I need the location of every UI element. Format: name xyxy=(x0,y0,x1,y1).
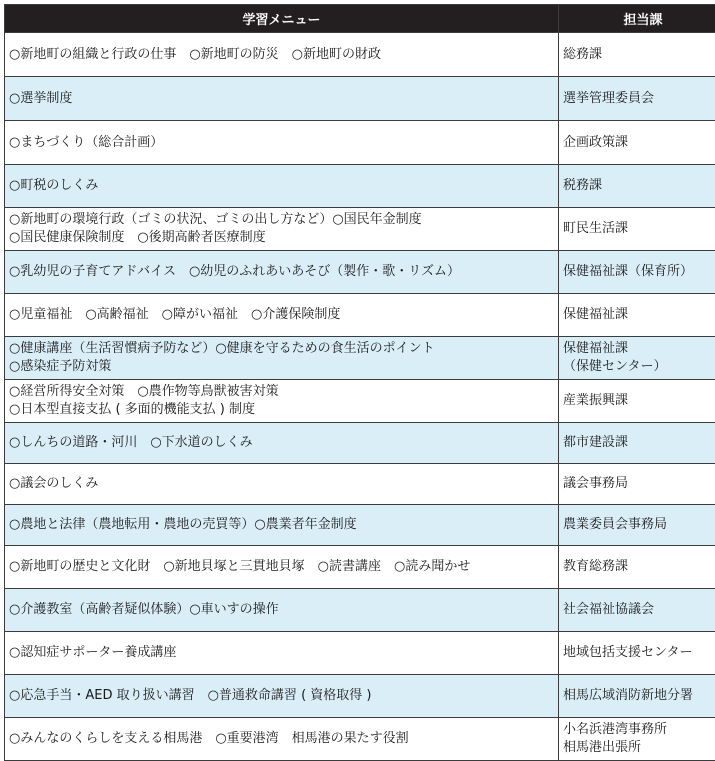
menu-text: ○農地と法律（農地転用・農地の売買等）○農業者年金制度 xyxy=(9,516,554,534)
menu-text: ○乳幼児の子育てアドバイス ○幼児のふれあいあそび（製作・歌・リズム） xyxy=(9,263,554,281)
dept-cell xyxy=(559,380,715,423)
dept-cell xyxy=(559,251,715,294)
dept-cell xyxy=(559,464,715,505)
dept-column-header: 担当課 xyxy=(559,5,715,33)
menu-text: ○健康講座（生活習慣病予防など）○健康を守るための食生活のポイント xyxy=(9,340,554,358)
dept-text: （保健センター） xyxy=(563,358,715,376)
table-row xyxy=(5,208,715,251)
table-row xyxy=(5,718,715,761)
dept-cell xyxy=(559,33,715,77)
dept-cell xyxy=(559,589,715,632)
dept-text: 産業振興課 xyxy=(563,392,715,410)
dept-text: 社会福祉協議会 xyxy=(563,601,715,619)
dept-text: 町民生活課 xyxy=(563,220,715,238)
menu-text: ○新地町の組織と行政の仕事 ○新地町の防災 ○新地町の財政 xyxy=(9,46,554,64)
menu-cell xyxy=(5,77,559,121)
dept-text: 企画政策課 xyxy=(563,134,715,152)
menu-text: ○みんなのくらしを支える相馬港 ○重要港湾 相馬港の果たす役割 xyxy=(9,730,554,748)
table-row xyxy=(5,589,715,632)
menu-text: ○日本型直接支払 ( 多面的機能支払 ) 制度 xyxy=(9,401,554,419)
table-row xyxy=(5,33,715,77)
menu-text: ○国民健康保険制度 ○後期高齢者医療制度 xyxy=(9,229,554,247)
menu-cell xyxy=(5,380,559,423)
dept-text: 都市建設課 xyxy=(563,434,715,452)
table-row xyxy=(5,675,715,718)
menu-text: ○町税のしくみ xyxy=(9,177,554,195)
table-row xyxy=(5,251,715,294)
table-row xyxy=(5,77,715,121)
dept-cell xyxy=(559,208,715,251)
table-body xyxy=(5,33,715,761)
dept-text: 教育総務課 xyxy=(563,558,715,576)
menu-cell xyxy=(5,337,559,380)
dept-cell xyxy=(559,632,715,675)
dept-cell xyxy=(559,121,715,165)
menu-cell xyxy=(5,208,559,251)
dept-cell xyxy=(559,546,715,589)
table-row xyxy=(5,632,715,675)
learning-menu-table xyxy=(4,4,715,761)
menu-cell xyxy=(5,251,559,294)
dept-text: 農業委員会事務局 xyxy=(563,516,715,534)
dept-text: 小名浜港湾事務所 xyxy=(563,721,715,739)
dept-text: 保健福祉課 xyxy=(563,306,715,324)
menu-text: ○議会のしくみ xyxy=(9,475,554,493)
menu-text: ○感染症予防対策 xyxy=(9,358,554,376)
menu-text: ○しんちの道路・河川 ○下水道のしくみ xyxy=(9,434,554,452)
menu-text: ○新地町の歴史と文化財 ○新地貝塚と三貫地貝塚 ○読書講座 ○読み聞かせ xyxy=(9,558,554,576)
menu-text: ○応急手当・AED 取り扱い講習 ○普通救命講習 ( 資格取得 ) xyxy=(9,687,554,705)
menu-text: ○選挙制度 xyxy=(9,90,554,108)
menu-cell xyxy=(5,165,559,208)
menu-cell xyxy=(5,546,559,589)
table-row xyxy=(5,505,715,546)
table-row xyxy=(5,546,715,589)
dept-text: 保健福祉課 xyxy=(563,340,715,358)
dept-text: 地域包括支援センター xyxy=(563,644,715,662)
table-row xyxy=(5,380,715,423)
table-row xyxy=(5,165,715,208)
menu-text: ○経営所得安全対策 ○農作物等鳥獣被害対策 xyxy=(9,383,554,401)
table-row xyxy=(5,464,715,505)
menu-text: ○新地町の環境行政（ゴミの状況、ゴミの出し方など）○国民年金制度 xyxy=(9,211,554,229)
table-row xyxy=(5,337,715,380)
dept-text: 議会事務局 xyxy=(563,475,715,493)
menu-cell xyxy=(5,505,559,546)
dept-text: 相馬港出張所 xyxy=(563,739,715,757)
menu-column-header: 学習メニュー xyxy=(5,5,559,33)
table-row xyxy=(5,294,715,337)
dept-cell xyxy=(559,675,715,718)
dept-cell xyxy=(559,718,715,761)
dept-text: 総務課 xyxy=(563,46,715,64)
dept-text: 税務課 xyxy=(563,177,715,195)
dept-cell xyxy=(559,77,715,121)
dept-text: 相馬広域消防新地分署 xyxy=(563,687,715,705)
table-row xyxy=(5,423,715,464)
dept-text: 保健福祉課（保育所） xyxy=(563,263,715,281)
menu-cell xyxy=(5,632,559,675)
dept-cell xyxy=(559,294,715,337)
menu-text: ○児童福祉 ○高齢福祉 ○障がい福祉 ○介護保険制度 xyxy=(9,306,554,324)
menu-cell xyxy=(5,294,559,337)
dept-cell xyxy=(559,423,715,464)
menu-cell xyxy=(5,675,559,718)
menu-text: ○介護教室（高齢者疑似体験）○車いすの操作 xyxy=(9,601,554,619)
dept-cell xyxy=(559,337,715,380)
menu-cell xyxy=(5,718,559,761)
menu-cell xyxy=(5,464,559,505)
menu-cell xyxy=(5,423,559,464)
dept-cell xyxy=(559,165,715,208)
menu-cell xyxy=(5,121,559,165)
menu-text: ○認知症サポーター養成講座 xyxy=(9,644,554,662)
menu-text: ○まちづくり（総合計画） xyxy=(9,134,554,152)
menu-cell xyxy=(5,33,559,77)
menu-cell xyxy=(5,589,559,632)
dept-text: 選挙管理委員会 xyxy=(563,90,715,108)
header-row xyxy=(5,5,715,33)
table-row xyxy=(5,121,715,165)
dept-cell xyxy=(559,505,715,546)
